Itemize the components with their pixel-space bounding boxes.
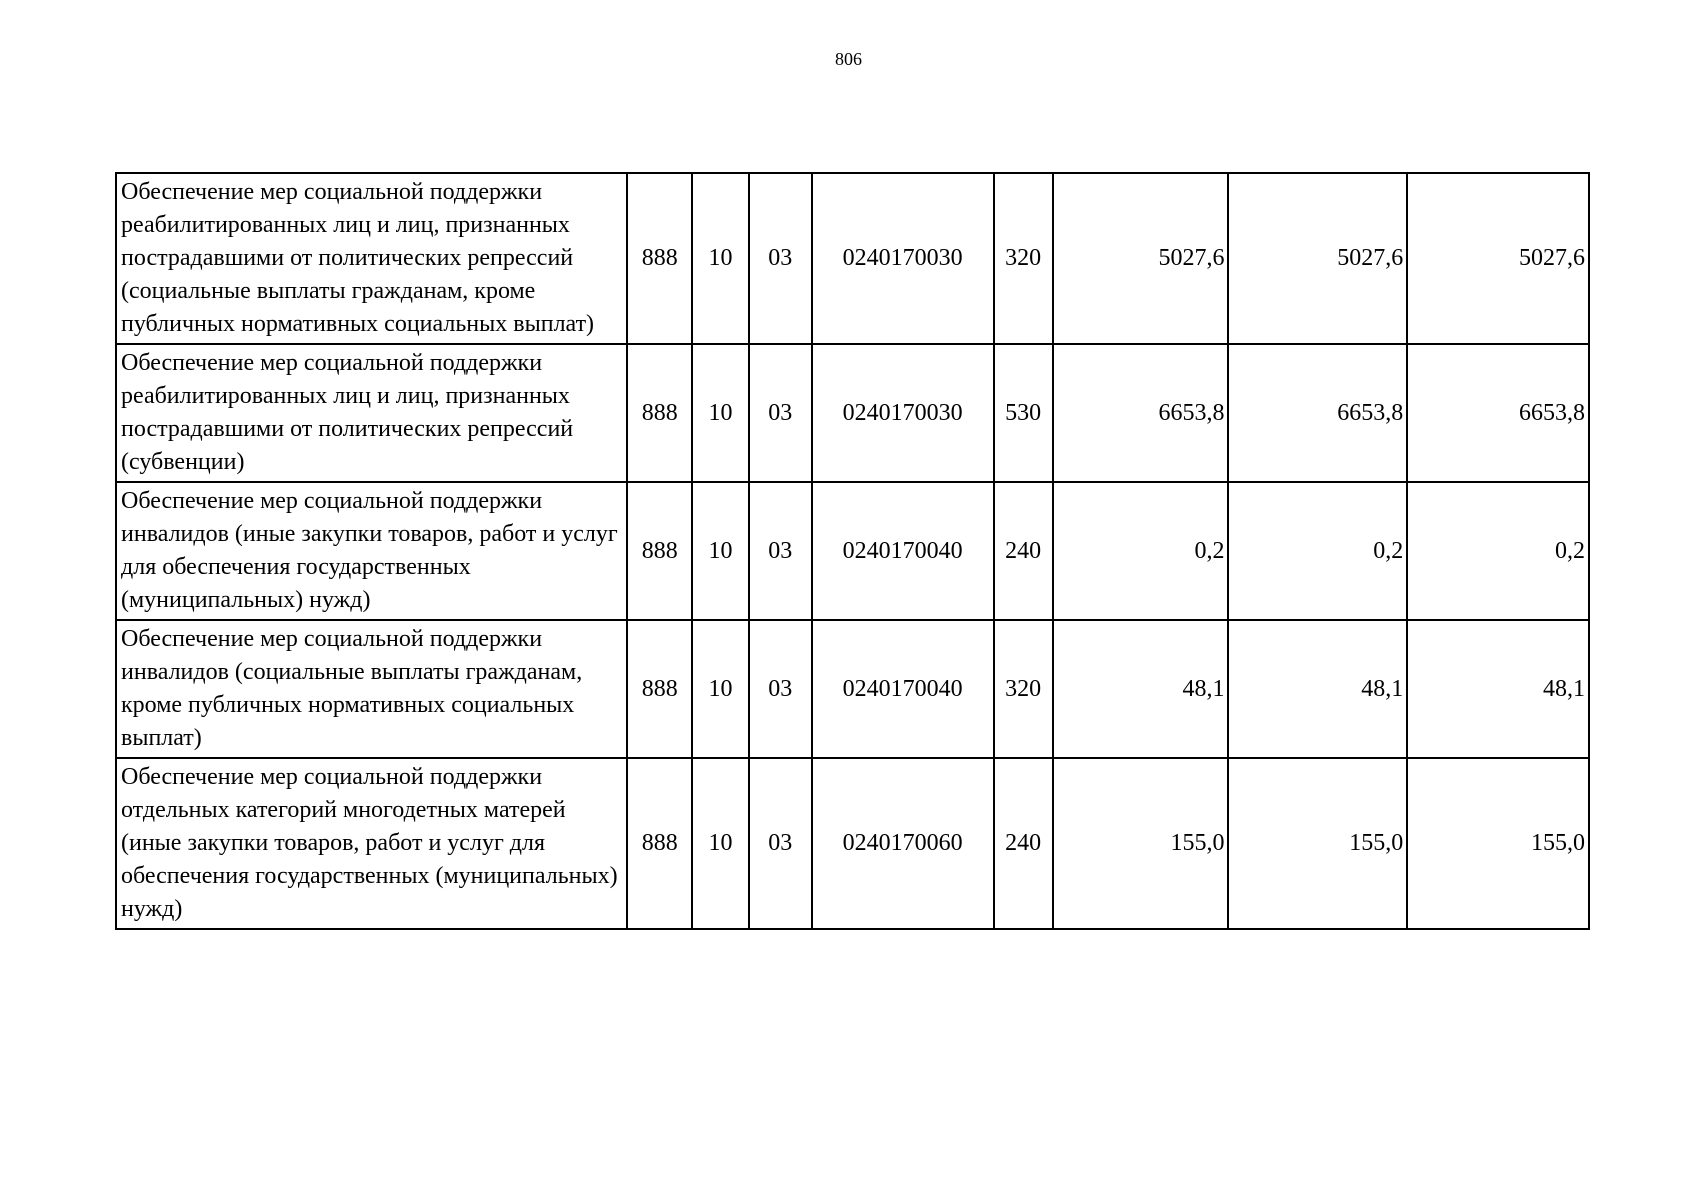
section-code: 10 xyxy=(692,344,748,482)
subsection-code: 03 xyxy=(749,482,812,620)
table-row xyxy=(116,173,1589,344)
table-row xyxy=(116,344,1589,482)
row-description: Обеспечение мер социальной поддержки инвалидов (иные закупки товаров, работ и услуг для обеспечения государственных (муниципальных) нужд) xyxy=(116,482,627,620)
expense-type-code: 320 xyxy=(994,173,1053,344)
amount-2: 155,0 xyxy=(1228,758,1407,929)
expense-type-code: 530 xyxy=(994,344,1053,482)
amount-1: 6653,8 xyxy=(1053,344,1229,482)
section-code: 10 xyxy=(692,482,748,620)
amount-1: 5027,6 xyxy=(1053,173,1229,344)
target-article-code: 0240170040 xyxy=(812,620,994,758)
row-description: Обеспечение мер социальной поддержки реабилитированных лиц и лиц, признанных пострадавшими от политических репрессий (субвенции) xyxy=(116,344,627,482)
table-row xyxy=(116,482,1589,620)
amount-3: 6653,8 xyxy=(1407,344,1589,482)
subsection-code: 03 xyxy=(749,344,812,482)
row-description: Обеспечение мер социальной поддержки реабилитированных лиц и лиц, признанных пострадавшими от политических репрессий (социальные выплаты гражданам, кроме публичных нормативных социальных выплат) xyxy=(116,173,627,344)
amount-3: 5027,6 xyxy=(1407,173,1589,344)
budget-table xyxy=(115,172,1590,930)
target-article-code: 0240170040 xyxy=(812,482,994,620)
amount-2: 5027,6 xyxy=(1228,173,1407,344)
row-description: Обеспечение мер социальной поддержки инвалидов (социальные выплаты гражданам, кроме публичных нормативных социальных выплат) xyxy=(116,620,627,758)
ministry-code: 888 xyxy=(627,620,692,758)
amount-3: 48,1 xyxy=(1407,620,1589,758)
amount-2: 6653,8 xyxy=(1228,344,1407,482)
ministry-code: 888 xyxy=(627,482,692,620)
page-number: 806 xyxy=(835,49,862,69)
section-code: 10 xyxy=(692,758,748,929)
section-code: 10 xyxy=(692,620,748,758)
amount-3: 155,0 xyxy=(1407,758,1589,929)
amount-1: 0,2 xyxy=(1053,482,1229,620)
ministry-code: 888 xyxy=(627,758,692,929)
expense-type-code: 240 xyxy=(994,758,1053,929)
row-description: Обеспечение мер социальной поддержки отдельных категорий многодетных матерей (иные закупки товаров, работ и услуг для обеспечения государственных (муниципальных) нужд) xyxy=(116,758,627,929)
subsection-code: 03 xyxy=(749,620,812,758)
amount-1: 155,0 xyxy=(1053,758,1229,929)
section-code: 10 xyxy=(692,173,748,344)
ministry-code: 888 xyxy=(627,344,692,482)
expense-type-code: 240 xyxy=(994,482,1053,620)
target-article-code: 0240170060 xyxy=(812,758,994,929)
target-article-code: 0240170030 xyxy=(812,344,994,482)
amount-1: 48,1 xyxy=(1053,620,1229,758)
table-row xyxy=(116,758,1589,929)
amount-3: 0,2 xyxy=(1407,482,1589,620)
subsection-code: 03 xyxy=(749,173,812,344)
subsection-code: 03 xyxy=(749,758,812,929)
amount-2: 0,2 xyxy=(1228,482,1407,620)
table-row xyxy=(116,620,1589,758)
ministry-code: 888 xyxy=(627,173,692,344)
expense-type-code: 320 xyxy=(994,620,1053,758)
amount-2: 48,1 xyxy=(1228,620,1407,758)
target-article-code: 0240170030 xyxy=(812,173,994,344)
